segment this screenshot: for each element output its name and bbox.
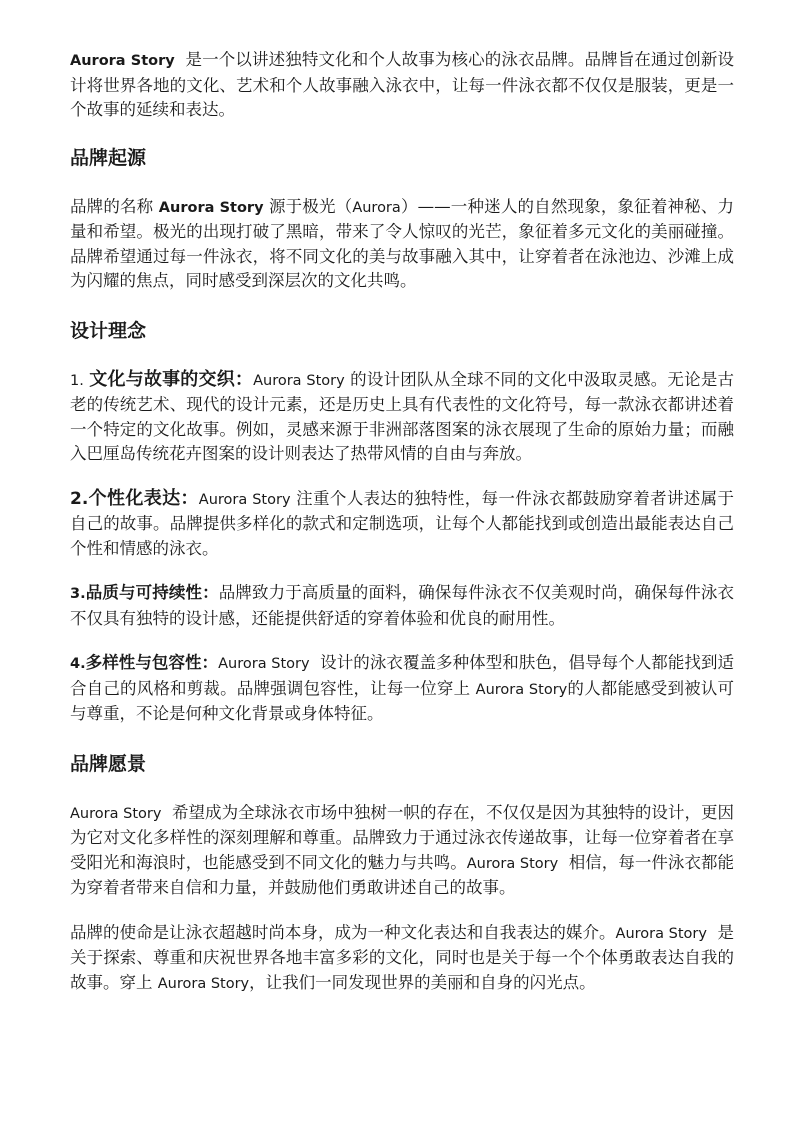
aurora-word: Aurora bbox=[352, 199, 401, 216]
design-item-number: 2. bbox=[70, 488, 89, 509]
heading-brand-origin: 品牌起源 bbox=[70, 146, 147, 169]
design-item-title: 个性化表达： bbox=[88, 487, 199, 509]
design-item-1 bbox=[70, 368, 734, 467]
heading-brand-vision: 品牌愿景 bbox=[70, 752, 147, 775]
design-item-text: 注重个人表达的独特性，每一件泳衣都鼓励穿着者讲述属于自己的故事。品牌提供多样化的款式和定制选项，让每个人都能找到或创造出最能表达自己个性和情感的泳衣。 bbox=[70, 488, 735, 558]
intro-text: 是一个以讲述独特文化和个人故事为核心的泳衣品牌。品牌旨在通过创新设计将世界各地的文化、艺术和个人故事融入泳衣中，让每一件泳衣都不仅仅是服装，更是一个故事的延续和表达。 bbox=[70, 50, 734, 119]
brand-name: Aurora Story bbox=[158, 199, 264, 216]
design-item-number: 3. bbox=[70, 586, 86, 602]
brand-name: Aurora Story bbox=[475, 681, 568, 698]
design-item-3 bbox=[70, 581, 734, 631]
heading-design-philosophy: 设计理念 bbox=[70, 319, 147, 342]
design-item-title: 多样性与包容性： bbox=[85, 653, 219, 672]
origin-paragraph bbox=[70, 195, 734, 294]
design-item-title: 品质与可持续性： bbox=[85, 583, 219, 602]
brand-name: Aurora Story bbox=[70, 805, 162, 822]
design-item-2 bbox=[70, 487, 734, 562]
mission-text-2: 是关于探索、尊重和庆祝世界各地丰富多彩的文化，同时也是关于每一个个体勇敢表达自我的故事。穿上 bbox=[70, 922, 735, 992]
mission-paragraph bbox=[70, 921, 734, 997]
origin-text-3: ）——一种迷人的自然现象，象征着神秘、力量和希望。极光的出现打破了黑暗，带来了令人惊叹的光芒，象征着多元文化的美丽碰撞。品牌希望通过每一件泳衣，将不同文化的美与故事融入其中，让穿着者在泳池边、沙滩上成为闪耀的焦点，同时感受到深层次的文化共鸣。 bbox=[70, 196, 735, 290]
design-item-4 bbox=[70, 651, 734, 727]
design-item-number: 4. bbox=[70, 656, 86, 672]
brand-name: Aurora Story bbox=[157, 975, 250, 992]
brand-name: Aurora Story bbox=[615, 925, 707, 942]
brand-name: Aurora Story bbox=[466, 855, 559, 872]
design-item-number: 1. bbox=[70, 372, 84, 389]
design-item-text-1: 设计的泳衣覆盖多种体型和肤色，倡导每个人都能找到适合自己的风格和剪裁。品牌强调包容性，让每一位穿上 bbox=[70, 653, 735, 698]
origin-text-1: 品牌的名称 bbox=[70, 196, 154, 216]
brand-name: Aurora Story bbox=[198, 491, 291, 508]
design-item-text-2: 的人都能感受到被认可与尊重，不论是何种文化背景或身体特征。 bbox=[70, 678, 735, 723]
document-page bbox=[70, 40, 734, 996]
vision-text-1: 希望成为全球泳衣市场中独树一帜的存在，不仅仅是因为其独特的设计，更因为它对文化多样性的深刻理解和尊重。品牌致力于通过泳衣传递故事，让每一位穿着者在享受阳光和海浪时，也能感受到不同文化的魅力与共鸣。 bbox=[70, 802, 735, 872]
vision-paragraph bbox=[70, 801, 734, 901]
mission-text-1: 品牌的使命是让泳衣超越时尚本身，成为一种文化表达和自我表达的媒介。 bbox=[70, 922, 616, 942]
mission-text-3: ，让我们一同发现世界的美丽和自身的闪光点。 bbox=[249, 972, 596, 992]
brand-name: Aurora Story bbox=[253, 372, 345, 389]
design-item-text: 品牌致力于高质量的面料，确保每件泳衣不仅美观时尚，确保每件泳衣不仅具有独特的设计感，还能提供舒适的穿着体验和优良的耐用性。 bbox=[70, 583, 735, 628]
origin-text-2: 源于极光（ bbox=[268, 196, 353, 216]
design-item-text: 的设计团队从全球不同的文化中汲取灵感。无论是古老的传统艺术、现代的设计元素，还是历史上具有代表性的文化符号，每一款泳衣都讲述着一个特定的文化故事。例如，灵感来源于非洲部落图案的泳衣展现了生命的原始力量；而融入巴厘岛传统花卉图案的设计则表达了热带风情的自由与奔放。 bbox=[70, 369, 735, 463]
design-item-title: 文化与故事的交织： bbox=[89, 368, 254, 390]
vision-text-2: 相信，每一件泳衣都能为穿着者带来自信和力量，并鼓励他们勇敢讲述自己的故事。 bbox=[70, 852, 735, 897]
intro-paragraph bbox=[70, 48, 734, 123]
brand-name: Aurora Story bbox=[218, 656, 310, 672]
brand-name: Aurora Story bbox=[70, 53, 175, 69]
